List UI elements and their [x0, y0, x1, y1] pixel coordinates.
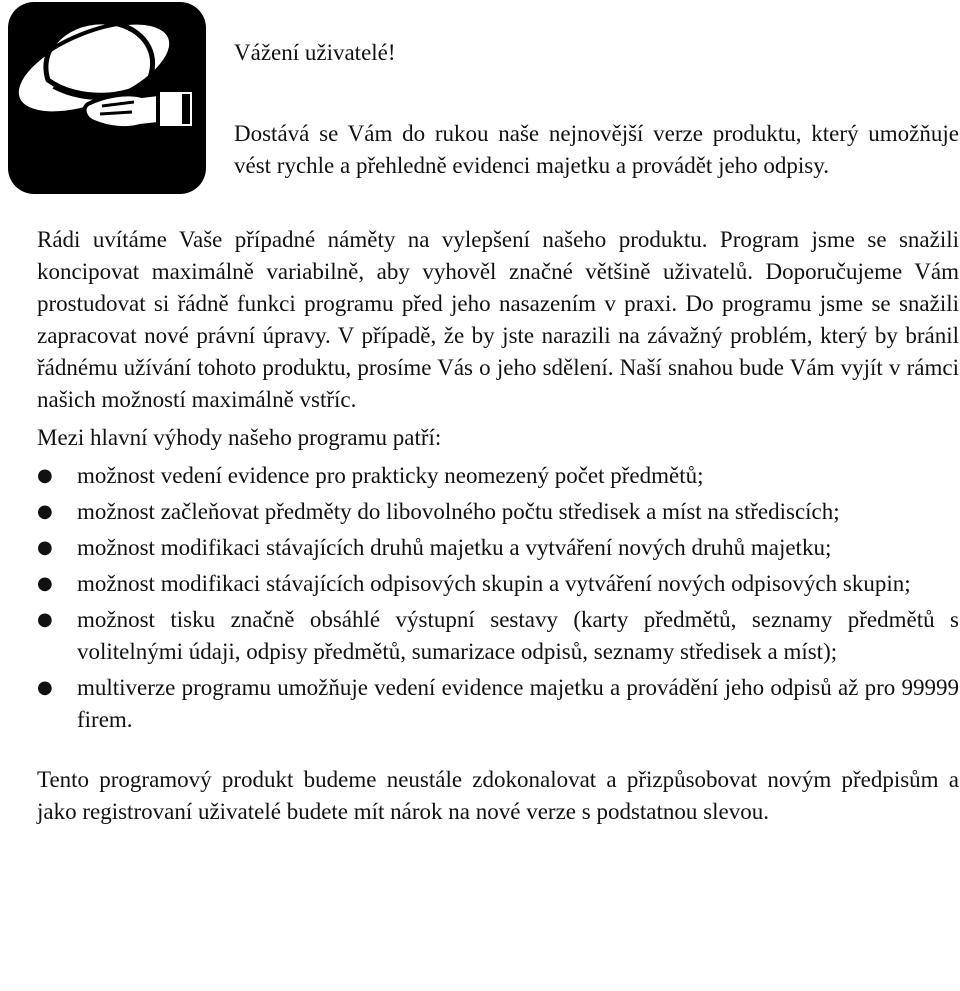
hat-tip-hand-icon [8, 2, 206, 194]
list-item [37, 496, 959, 528]
benefits-list [37, 460, 959, 736]
main-paragraph: Rádi uvítáme Vaše případné náměty na vylepšení našeho produktu. Program jsme se snažili koncipovat maximálně variabilně, aby vyhověl značné většině uživatelů. Doporučujeme Vám prostudovat si řádně funkci programu před jeho nasazením v praxi. Do programu jsme se snažili zapracovat nové právní úpravy. V případě, že by jste narazili na závažný problém, který by bránil řádnému užívání tohoto produktu, prosíme Vás o jeho sdělení. Naší snahou bude Vám vyjít v rámci našich možností maximálně vstříc. [37, 227, 959, 412]
bullet-icon: ● [37, 537, 53, 558]
list-item-text: možnost vedení evidence pro prakticky neomezený počet předmětů; [77, 463, 704, 488]
list-item [37, 460, 959, 492]
list-item [37, 532, 959, 564]
list-item-text: možnost tisku značně obsáhlé výstupní sestavy (karty předmětů, seznamy předmětů s volitelnými údaji, odpisy předmětů, sumarizace odpisů, seznamy středisek a míst); [77, 607, 959, 664]
list-item [37, 604, 959, 668]
list-item-text: možnost modifikaci stávajících odpisových skupin a vytváření nových odpisových skupin; [77, 571, 911, 596]
bullet-icon: ● [37, 573, 53, 594]
intro-paragraph: Dostává se Vám do rukou naše nejnovější verze produktu, který umožňuje vést rychle a přehledně evidenci majetku a provádět jeho odpisy. [234, 121, 959, 178]
list-item-text: multiverze programu umožňuje vedení evidence majetku a provádění jeho odpisů až pro 99999 firem. [77, 675, 959, 732]
document-body [37, 224, 959, 828]
bullet-icon: ● [37, 609, 53, 630]
list-item-text: možnost začleňovat předměty do libovolného počtu středisek a míst na střediscích; [77, 499, 840, 524]
benefits-heading: Mezi hlavní výhody našeho programu patří: [37, 425, 442, 450]
list-item [37, 672, 959, 736]
list-item-text: možnost modifikaci stávajících druhů majetku a vytváření nových druhů majetku; [77, 535, 832, 560]
closing-paragraph: Tento programový produkt budeme neustále zdokonalovat a přizpůsobovat novým předpisům a jako registrovaní uživatelé budete mít nárok na nové verze s podstatnou slevou. [37, 767, 959, 824]
greeting: Vážení uživatelé! [234, 40, 396, 65]
bullet-icon: ● [37, 677, 53, 698]
bullet-icon: ● [37, 501, 53, 522]
bullet-icon: ● [37, 465, 53, 486]
list-item [37, 568, 959, 600]
